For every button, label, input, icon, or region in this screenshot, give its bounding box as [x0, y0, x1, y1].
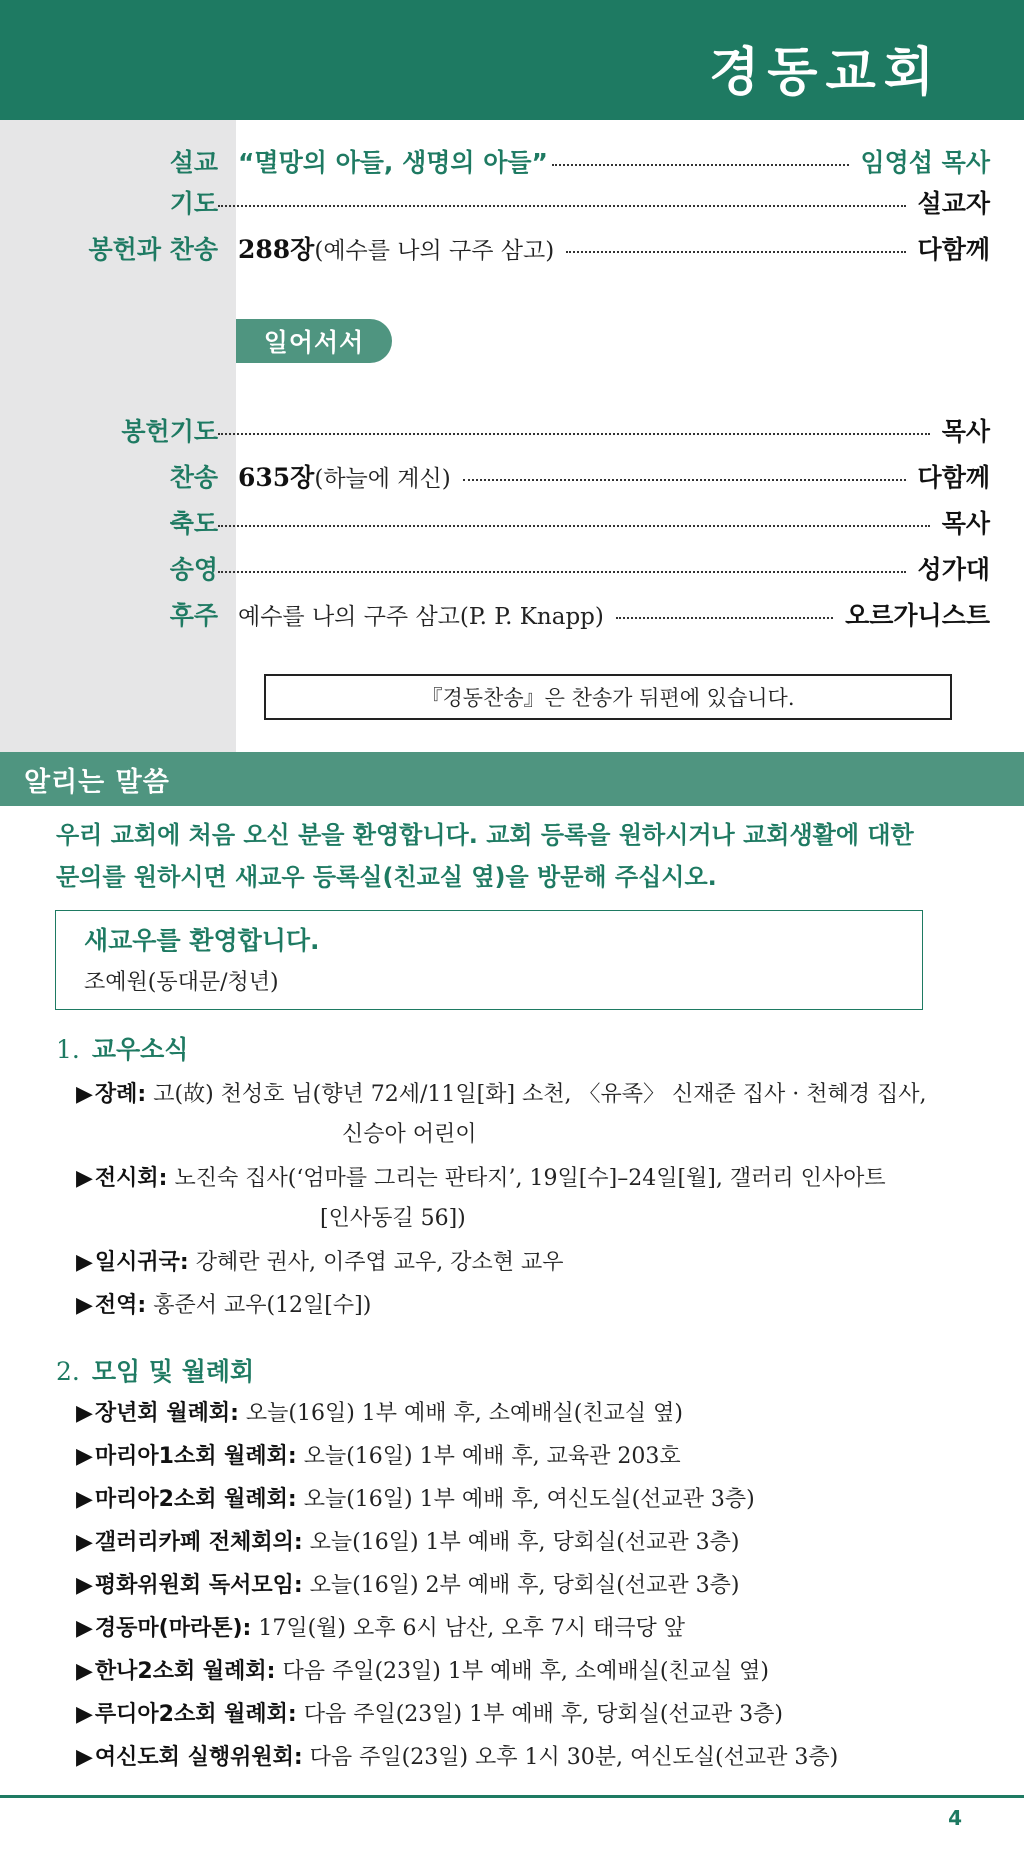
triangle-bullet-icon: ▶ [76, 1293, 93, 1318]
dot-leader [218, 525, 930, 527]
order-responsible: 설교자 [917, 189, 990, 218]
footer-rule [0, 1795, 1024, 1798]
triangle-bullet-icon: ▶ [76, 1250, 93, 1275]
section-number: 1. [56, 1035, 80, 1064]
item-text: 다음 주일(23일) 1부 예배 후, 당회실(선교관 3층) [296, 1702, 784, 1727]
list-item [76, 1392, 976, 1435]
list-item [76, 1435, 976, 1478]
order-row-offering-hymn [0, 228, 1024, 268]
triangle-bullet-icon: ▶ [76, 1659, 93, 1684]
welcome-message [56, 814, 976, 898]
order-row-hymn [0, 456, 1024, 496]
welcome-line: 문의를 원하시면 새교우 등록실(친교실 옆)을 방문해 주십시오. [56, 863, 717, 891]
item-label: 장례: [94, 1082, 147, 1107]
section-title: 모임 및 월례회 [91, 1357, 255, 1386]
item-text: 다음 주일(23일) 오후 1시 30분, 여신도실(선교관 3층) [302, 1745, 839, 1770]
item-text: 오늘(16일) 1부 예배 후, 여신도실(선교관 3층) [296, 1487, 755, 1512]
triangle-bullet-icon: ▶ [76, 1573, 93, 1598]
order-label: 찬송 [169, 463, 218, 492]
list-item-exhibition [76, 1157, 976, 1200]
item-label: 경동마(마라톤): [94, 1616, 252, 1641]
order-row-response [0, 548, 1024, 588]
order-responsible: 다함께 [917, 463, 990, 492]
hymn-title: (하늘에 계신) [314, 465, 451, 492]
welcome-line: 우리 교회에 처음 오신 분을 환영합니다. 교회 등록을 원하시거나 교회생활에 대한 [56, 821, 914, 849]
list-item-funeral [76, 1073, 976, 1116]
dot-leader [566, 251, 905, 253]
triangle-bullet-icon: ▶ [76, 1444, 93, 1469]
item-text: 오늘(16일) 1부 예배 후, 교육관 203호 [296, 1444, 681, 1469]
triangle-bullet-icon: ▶ [76, 1166, 93, 1191]
postlude-title: 예수를 나의 구주 삼고(P. P. Knapp) [238, 603, 604, 630]
section-number: 2. [56, 1357, 80, 1386]
triangle-bullet-icon: ▶ [76, 1082, 93, 1107]
order-label: 축도 [169, 509, 218, 538]
hymn-title: (예수를 나의 구주 삼고) [314, 237, 555, 264]
item-label: 일시귀국: [94, 1250, 189, 1275]
hymnbook-note: 『경동찬송』은 찬송가 뒤편에 있습니다. [421, 686, 795, 710]
section-heading-meetings [56, 1352, 254, 1388]
newcomer-title: 새교우를 환영합니다. [84, 926, 320, 955]
order-responsible: 목사 [941, 509, 990, 538]
order-label: 송영 [169, 555, 218, 584]
triangle-bullet-icon: ▶ [76, 1745, 93, 1770]
list-item [76, 1521, 976, 1564]
order-responsible: 성가대 [917, 555, 990, 584]
list-item-discharge [76, 1284, 976, 1327]
item-label: 전시회: [94, 1166, 168, 1191]
dot-leader [218, 205, 906, 207]
newcomer-box [55, 910, 923, 1010]
order-label: 설교 [169, 148, 218, 177]
order-row-benediction [0, 502, 1024, 542]
item-continuation: 신승아 어린이 [342, 1122, 477, 1147]
dot-leader [552, 164, 849, 166]
order-responsible: 목사 [941, 417, 990, 446]
stand-up-label: 일어서서 [236, 319, 392, 363]
order-responsible: 다함께 [917, 235, 990, 264]
announcements-title: 알리는 말씀 [24, 767, 170, 798]
list-item [76, 1607, 976, 1650]
item-label: 평화위원회 독서모임: [94, 1573, 303, 1598]
section-heading-members-news [56, 1030, 188, 1066]
list-item [76, 1564, 976, 1607]
item-label: 전역: [94, 1293, 147, 1318]
item-text: 고(故) 천성호 님(향년 72세/11일[화] 소천, 〈유족〉 신재준 집사 · 천혜경 집사, [146, 1082, 927, 1107]
item-label: 장년회 월례회: [94, 1401, 239, 1426]
sermon-title: “멸망의 아들, 생명의 아들” [238, 148, 548, 177]
item-text: 오늘(16일) 1부 예배 후, 당회실(선교관 3층) [302, 1530, 740, 1555]
page-number: 4 [948, 1806, 962, 1830]
item-label: 루디아2소회 월례회: [94, 1702, 297, 1727]
order-label: 봉헌과 찬송 [88, 235, 218, 264]
dot-leader [218, 571, 906, 573]
item-text: 홍준서 교우(12일[수]) [146, 1293, 372, 1318]
sermon-preacher: 임영섭 목사 [860, 148, 990, 177]
church-name: 경동교회 [709, 43, 942, 103]
item-text: 17일(월) 오후 6시 남산, 오후 7시 태극당 앞 [251, 1616, 685, 1641]
item-label: 한나2소회 월례회: [94, 1659, 276, 1684]
item-label: 여신도회 실행위원회: [94, 1745, 303, 1770]
item-continuation: [인사동길 56]) [320, 1206, 466, 1231]
order-label: 후주 [169, 601, 218, 630]
dot-leader [463, 479, 906, 481]
list-item [76, 1650, 976, 1693]
list-item [76, 1693, 976, 1736]
order-responsible: 오르가니스트 [845, 601, 990, 630]
order-label: 봉헌기도 [121, 417, 218, 446]
order-row-postlude [0, 594, 1024, 634]
order-row-offering-prayer [0, 410, 1024, 450]
hymnbook-note-box [264, 674, 952, 720]
item-label: 마리아1소회 월례회: [94, 1444, 297, 1469]
triangle-bullet-icon: ▶ [76, 1530, 93, 1555]
list-item-return [76, 1241, 976, 1284]
item-text: 오늘(16일) 2부 예배 후, 당회실(선교관 3층) [302, 1573, 740, 1598]
hymn-number: 635장 [238, 463, 315, 492]
item-text: 강혜란 권사, 이주엽 교우, 강소현 교우 [188, 1250, 564, 1275]
list-item [76, 1736, 976, 1779]
list-item [76, 1478, 976, 1521]
item-text: 다음 주일(23일) 1부 예배 후, 소예배실(친교실 옆) [275, 1659, 770, 1684]
triangle-bullet-icon: ▶ [76, 1401, 93, 1426]
order-row-sermon [0, 141, 1024, 181]
order-row-prayer [0, 182, 1024, 222]
triangle-bullet-icon: ▶ [76, 1616, 93, 1641]
dot-leader [616, 617, 833, 619]
order-label: 기도 [169, 189, 218, 218]
dot-leader [218, 433, 930, 435]
section-title: 교우소식 [91, 1035, 189, 1064]
item-text: 오늘(16일) 1부 예배 후, 소예배실(친교실 옆) [238, 1401, 683, 1426]
triangle-bullet-icon: ▶ [76, 1487, 93, 1512]
item-label: 마리아2소회 월례회: [94, 1487, 297, 1512]
item-label: 갤러리카페 전체회의: [94, 1530, 303, 1555]
newcomer-name: 조예원(동대문/청년) [84, 970, 279, 995]
triangle-bullet-icon: ▶ [76, 1702, 93, 1727]
hymn-number: 288장 [238, 235, 315, 264]
item-text: 노진숙 집사(‘엄마를 그리는 판타지’, 19일[수]–24일[월], 갤러리 인사아트 [167, 1166, 886, 1191]
